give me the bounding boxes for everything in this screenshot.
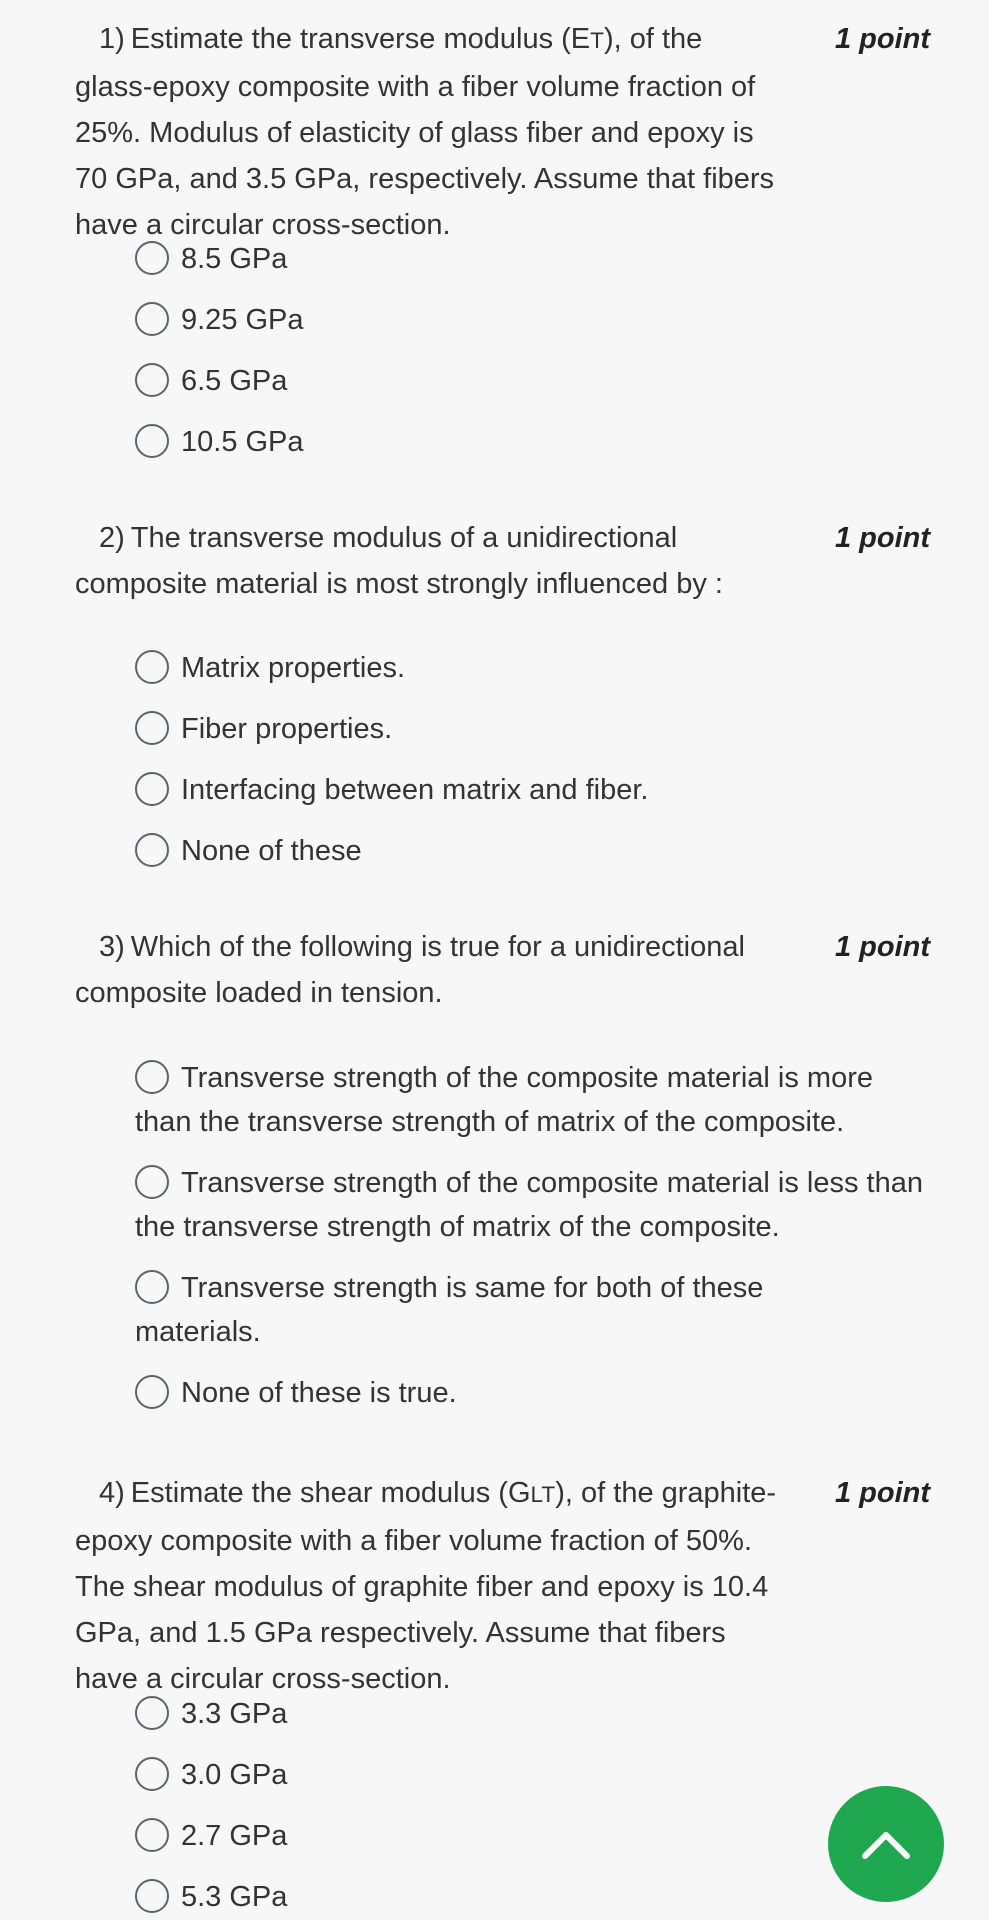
option-q4-b[interactable]: 3.0 GPa [135, 1753, 925, 1797]
question-text: 2) The transverse modulus of a unidirectional composite material is most strongly influenced by : [75, 522, 723, 600]
radio-button[interactable] [135, 1757, 169, 1791]
option-q2-a[interactable]: Matrix properties. [135, 646, 925, 690]
question-2 [75, 515, 930, 607]
radio-button[interactable] [135, 1060, 169, 1094]
option-q4-a[interactable]: 3.3 GPa [135, 1692, 925, 1736]
radio-button[interactable] [135, 1270, 169, 1304]
option-q3-a[interactable]: Transverse strength of the composite material is more than the transverse strength of matrix of the composite. [135, 1062, 873, 1138]
option-q2-d[interactable]: None of these [135, 829, 925, 873]
radio-button[interactable] [135, 424, 169, 458]
radio-button[interactable] [135, 1165, 169, 1199]
option-q1-d[interactable]: 10.5 GPa [135, 420, 925, 464]
radio-button[interactable] [135, 1696, 169, 1730]
question-3 [75, 924, 930, 1016]
option-q1-b[interactable]: 9.25 GPa [135, 298, 925, 342]
radio-button[interactable] [135, 711, 169, 745]
scroll-top-button[interactable] [828, 1786, 944, 1902]
option-q1-a[interactable]: 8.5 GPa [135, 237, 925, 281]
option-q2-c[interactable]: Interfacing between matrix and fiber. [135, 768, 925, 812]
option-q3-b[interactable]: Transverse strength of the composite material is less than the transverse strength of matrix of the composite. [135, 1167, 923, 1243]
radio-button[interactable] [135, 1879, 169, 1913]
option-q3-c[interactable]: Transverse strength is same for both of these materials. [135, 1272, 764, 1348]
radio-button[interactable] [135, 650, 169, 684]
option-q4-d[interactable]: 5.3 GPa [135, 1875, 925, 1919]
question-text: 4) Estimate the shear modulus (GLT), of the graphite-epoxy composite with a fiber volume fraction of 50%. The shear modulus of graphite fiber and epoxy is 10.4 GPa, and 1.5 GPa respectively. Assume that fibers have a circular cross-section. [75, 1477, 777, 1695]
radio-button[interactable] [135, 363, 169, 397]
question-1 [75, 16, 930, 248]
question-text: 1) Estimate the transverse modulus (ET), of the glass-epoxy composite with a fiber volume fraction of 25%. Modulus of elasticity of glass fiber and epoxy is 70 GPa, and 3.5 GPa, respectively. Assume that fibers have a circular cross-section. [75, 23, 775, 241]
options-q1 [135, 237, 925, 464]
points-label: 1 point [834, 931, 930, 963]
radio-button[interactable] [135, 1375, 169, 1409]
option-q1-c[interactable]: 6.5 GPa [135, 359, 925, 403]
points-label: 1 point [834, 23, 930, 55]
options-q4 [135, 1692, 925, 1919]
question-text: 3) Which of the following is true for a unidirectional composite loaded in tension. [75, 931, 745, 1009]
radio-button[interactable] [135, 241, 169, 275]
radio-button[interactable] [135, 772, 169, 806]
options-q3 [135, 1056, 925, 1415]
option-q3-d[interactable]: None of these is true. [135, 1371, 925, 1415]
options-q2 [135, 646, 925, 873]
points-label: 1 point [834, 1477, 930, 1509]
radio-button[interactable] [135, 302, 169, 336]
option-q4-c[interactable]: 2.7 GPa [135, 1814, 925, 1858]
chevron-up-icon [860, 1827, 912, 1861]
points-label: 1 point [834, 522, 930, 554]
radio-button[interactable] [135, 833, 169, 867]
radio-button[interactable] [135, 1818, 169, 1852]
question-1-body: Estimate the transverse modulus (ET), of the glass-epoxy composite with a fiber volume fraction of 25%. Modulus of elasticity of glass fiber and epoxy is 70 GPa, and 3.5 GPa, respectively. Assume that fibers have a circular cross-section. [75, 23, 775, 241]
question-4 [75, 1470, 930, 1702]
option-q2-b[interactable]: Fiber properties. [135, 707, 925, 751]
question-4-body: Estimate the shear modulus (GLT), of the graphite-epoxy composite with a fiber volume fraction of 50%. The shear modulus of graphite fiber and epoxy is 10.4 GPa, and 1.5 GPa respectively. Assume that fibers have a circular cross-section. [75, 1477, 777, 1695]
